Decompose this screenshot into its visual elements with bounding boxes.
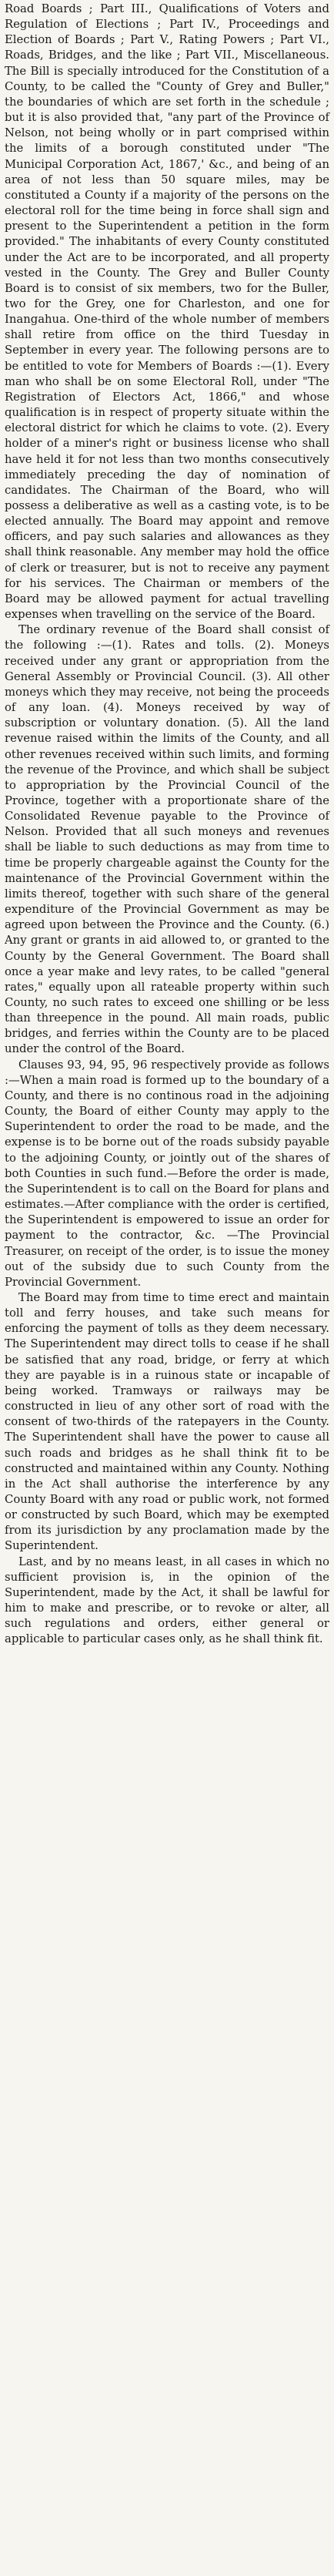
article-paragraph-4: The Board may from time to time erect and maintain toll and ferry houses, and take such means for enforcing the payment of tolls as they deem necessary. The Superintendent may direct tolls to cease if he shall be satisfied that any road, bridge, or ferry at which they are payable is in a ruinous state or incapable of being worked. Tramways or railways may be constructed in lieu of any other sort of road with the consent of two-thirds of the ratepayers in the County. The Superintendent shall have the power to cause all such roads and bridges as he shall think fit to be constructed and maintained within any County. Nothing in the Act shall authorise the interference by any County Board with any road or public work, not formed or constructed by such Board, which may be exempted from its jurisdiction by any proclamation made by the Superintendent. (5, 1290, 329, 1553)
article-column (5, 2, 329, 1648)
article-paragraph-2: The ordinary revenue of the Board shall consist of the following :—(1). Rates and tolls. (2). Moneys received under any grant or appropriation from the General Assembly or Provincial Council. (3). All other moneys which they may receive, not being the proceeds of any loan. (4). Moneys received by way of subscription or voluntary donation. (5). All the land revenue raised within the limits of the County, and all other revenues received within such limits, and forming the revenue of the Province, and which shall be subject to appropriation by the Provincial Council of the Province, together with a proportionate share of the Consolidated Revenue payable to the Province of Nelson. Provided that all such moneys and revenues shall be liable to such deductions as may from time to time be properly chargeable against the County for the maintenance of the Provincial Government within the limits thereof, together with such share of the general expenditure of the Provincial Government as may be agreed upon between the Province and the County. (6.) Any grant or grants in aid allowed to, or granted to the County by the General Government. The Board shall once a year make and levy rates, to be called "general rates," equally upon all rateable property within such County, no such rates to exceed one shilling or be less than threepence in the pound. All main roads, public bridges, and ferries within the County are to be placed under the control of the Board. (5, 623, 329, 1056)
article-paragraph-1: Road Boards ; Part III., Qualifications of Voters and Regulation of Elections ; Part IV., Proceedings and Election of Boards ; Part V., Rating Powers ; Part VI., Roads, Bridges, and the like ; Part VII., Miscellaneous. The Bill is specially introduced for the Constitution of a County, to be called the "County of Grey and Buller," the boundaries of which are set forth in the schedule ; but it is also provided that, "any part of the Province of Nelson, not being wholly or in part comprised within the limits of a borough constituted under "The Municipal Corporation Act, 1867,' &c., and being of an area of not less than 50 square miles, may be constituted a County if a majority of the persons on the electoral roll for the time being in force shall sign and present to the Superintendent a petition in the form provided." The inhabitants of every County constituted under the Act are to be incorporated, and all property vested in the County. The Grey and Buller County Board is to consist of six members, two for the Buller, two for the Grey, one for Charleston, and one for Inangahua. One-third of the whole number of members shall retire from office on the third Tuesday in September in every year. The following persons are to be entitled to vote for Members of Boards :—(1). Every man who shall be on some Electoral Roll, under "The Registration of Electors Act, 1866," and whose qualification is in respect of property situate within the electoral district for which he claims to vote. (2). Every holder of a miner's right or business license who shall have held it for not less than two months consecutively immediately preceding the day of nomination of candidates. The Chairman of the Board, who will possess a deliberative as well as a casting vote, is to be elected annually. The Board may appoint and remove officers, and pay such salaries and allowances as they shall think reasonable. Any member may hold the office of clerk or treasurer, but is not to receive any payment for his services. The Chairman or members of the Board may be allowed payment for actual travelling expenses when travelling on the service of the Board. (5, 2, 329, 622)
article-paragraph-3: Clauses 93, 94, 95, 96 respectively provide as follows :—When a main road is formed up to the boundary of a County, and there is no continous road in the adjoining County, the Board of either County may apply to the Superintendent to order the road to be made, and the expense is to be borne out of the roads subsidy payable to the adjoining County, or jointly out of the shares of both Counties in such fund.—Before the order is made, the Superintendent is to call on the Board for plans and estimates.—After compliance with the order is certified, the Superintendent is empowered to issue an order for payment to the contractor, &c. —The Provincial Treasurer, on receipt of the order, is to issue the money out of the subsidy due to such County from the Provincial Government. (5, 1058, 329, 1289)
article-paragraph-5: Last, and by no means least, in all cases in which no sufficient provision is, in the opinion of the Superintendent, made by the Act, it shall be lawful for him to make and prescribe, or to revoke or alter, all such regulations and orders, either general or applicable to particular cases only, as he shall think fit. (5, 1555, 329, 1646)
